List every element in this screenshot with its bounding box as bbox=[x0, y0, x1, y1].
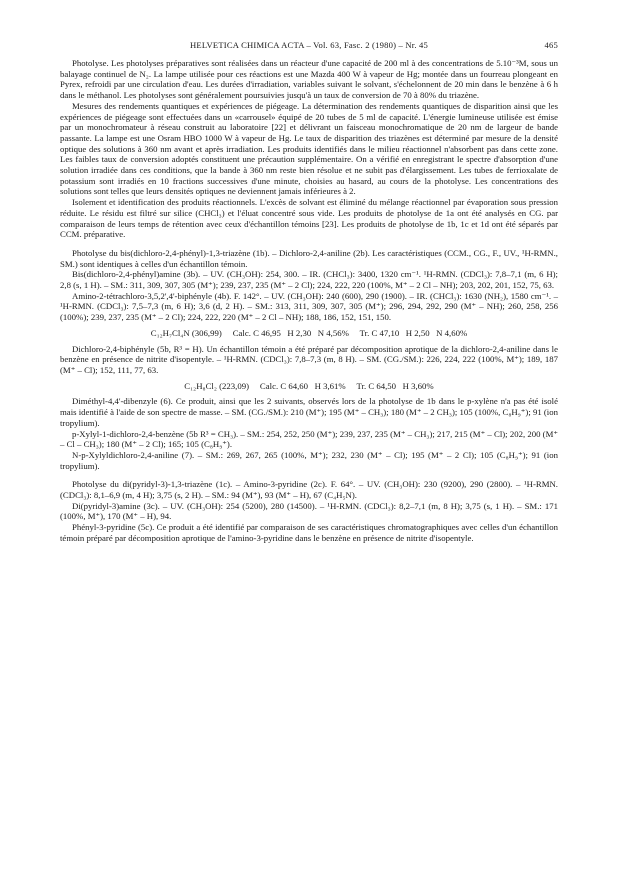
entry-3b: Bis(dichloro-2,4-phényl)amine (3b). – UV. (CH₃OH): 254, 300. – IR. (CHCl₃): 3400, 1320 cm⁻¹. ¹H-RMN. (CDCl₃): 7,8–7,1 (m, 6 H); 2,8 (s, 1 H). – SM.: 311, 309, 307, 305 (M⁺); 239, 237, 235 (M⁺ – 2 Cl); 224, 222, 220 (100%, M⁺ – 2 Cl – NH); 203, 202, 201, 152, 75, 63. bbox=[60, 269, 558, 291]
elemental-analysis-5b: C₁₂H₈Cl₂ (223,09) Calc. C 64,60 H 3,61% Tr. C 64,50 H 3,60% bbox=[184, 380, 434, 391]
entry-7: N-p-Xylyldichloro-2,4-aniline (7). – SM.: 269, 267, 265 (100%, M⁺); 232, 230 (M⁺ – Cl); 195 (M⁺ – 2 Cl); 105 (C₈H₉⁺); 91 (ion tropylium). bbox=[60, 449, 558, 471]
paragraph-photolysis: Photolyse. Les photolyses préparatives sont réalisées dans un réacteur d'une capacité de 200 ml à des concentrations de 5.10⁻³M, sous un balayage continuel de N₂. La lampe utilisée pour ces réactions est une Mazda 400 W à vapeur de Hg; montée dans un fourreau plongeant en Pyrex, refroidi par une circulation d'eau. Les durées d'irradiation, variables suivant le solvant, s'échelonnent de 20 min dans le benzène à 6 h dans le méthanol. Les photolyses sont généralement poursuivies jusqu'à un taux de conversion de 70 à 80% du triazène. bbox=[60, 58, 558, 101]
entry-6: Diméthyl-4,4'-dibenzyle (6). Ce produit, ainsi que les 2 suivants, observés lors de la photolyse de 1b dans le p-xylène n'a pas été isolé mais identifié à l'aide de son spectre de masse. – SM. (CG./SM.): 210 (M⁺); 195 (M⁺ – CH₃); 180 (M⁺ – 2 CH₃); 105 (100%, C₈H₉⁺); 91 (ion tropylium). bbox=[60, 396, 558, 428]
running-header bbox=[60, 40, 558, 58]
elemental-analysis-4b: C₁₂H₇Cl₄N (306,99) Calc. C 46,95 H 2,30 N 4,56% Tr. C 47,10 H 2,50 N 4,60% bbox=[150, 327, 468, 338]
entry-5c: Phényl-3-pyridine (5c). Ce produit a été identifié par comparaison de ses caractéristiques chromatographiques avec celles d'un échantillon témoin préparé par décomposition aprotique de l'amino-3-pyridine dans le benzène en présence de nitrite d'isopentyle. bbox=[60, 522, 558, 543]
entry-5b: Dichloro-2,4-biphényle (5b, R³ = H). Un échantillon témoin a été préparé par décomposition aprotique de la dichloro-2,4-aniline dans le benzène en présence de nitrite d'isopentyle. – ¹H-RMN. (CDCl₃): 7,8–7,3 (m, 8 H). – SM. (CG./SM.): 226, 224, 222 (100%, M⁺); 189, 187 (M⁺ – Cl); 152, 111, 77, 63. bbox=[60, 343, 558, 375]
entry-4b: Amino-2-tétrachloro-3,5,2',4'-biphényle (4b). F. 142°. – UV. (CH₃OH): 240 (600), 290 (1900). – IR. (CHCl₃): 1630 (NH₂), 1580 cm⁻¹. – ¹H-RMN. (CDCl₃): 7,5–7,3 (m, 6 H); 3,6 (d, 2 H). – SM.: 313, 311, 309, 307, 305 (M⁺); 296, 294, 292, 290 (M⁺ – NH); 260, 258, 256 (100%); 239, 237, 235 (M⁺ – 2 Cl); 224, 222, 220 (M⁺ – 2 Cl – NH); 188, 186, 152, 151, 150. bbox=[60, 290, 558, 323]
page-number: 465 bbox=[544, 40, 558, 50]
section-photolysis-1b: Photolyse du bis(dichloro-2,4-phényl)-1,3-triazène (1b). – Dichloro-2,4-aniline (2b). Les caractéristiques (CCM., CG., F., UV., ¹H-RMN., SM.) sont identiques à celles d'un échantillon témoin. bbox=[60, 247, 558, 269]
entry-5b-methyl: p-Xylyl-1-dichloro-2,4-benzène (5b R³ = CH₃). – SM.: 254, 252, 250 (M⁺); 239, 237, 235 (M⁺ – CH₃); 217, 215 (M⁺ – Cl); 202, 200 (M⁺ – Cl – CH₃); 180 (M⁺ – 2 Cl); 165; 105 (C₈H₉⁺). bbox=[60, 428, 558, 450]
journal-title: HELVETICA CHIMICA ACTA – Vol. 63, Fasc. 2 (1980) – Nr. 45 bbox=[189, 40, 429, 50]
entry-3c: Di(pyridyl-3)amine (3c). – UV. (CH₃OH): 254 (5200), 280 (14500). – ¹H-RMN. (CDCl₃): 8,2–7,1 (m, 8 H); 3,75 (s, 1 H). – SM.: 171 (100%, M⁺), 170 (M⁺ – H), 94. bbox=[60, 500, 558, 522]
paragraph-isolation: Isolement et identification des produits réactionnels. L'excès de solvant est éliminé du mélange réactionnel par évaporation sous pression réduite. Le résidu est filtré sur silice (CHCl₃) et l'éluat concentré sous vide. Les produits de photolyse de 1a ont été analysés en CG. par comparaison de leurs temps de rétention avec ceux d'échantillon témoins [23]. Les produits de photolyse de 1b, 1c et 1d ont été séparés par CCM. préparative. bbox=[60, 197, 558, 240]
section-photolysis-1c: Photolyse du di(pyridyl-3)-1,3-triazène (1c). – Amino-3-pyridine (2c). F. 64°. – UV. (CH₃OH): 230 (9200), 290 (2800). – ¹H-RMN. (CDCl₃): 8,1–6,9 (m, 4 H); 3,75 (s, 2 H). – SM.: 94 (M⁺), 93 (M⁺ – H), 67 (C₄H₅N). bbox=[60, 479, 558, 501]
paragraph-quantum-yields: Mesures des rendements quantiques et expériences de piégeage. La détermination des rendements quantiques de disparition ainsi que les expériences de piégeage sont effectuées dans un «carrousel» équipé de 20 tubes de 5 ml de capacité. L'énergie lumineuse utilisée est émise par un monochromateur à réseau construit au laboratoire [22] et délivrant un faisceau monochromatique de 20 nm de largeur de bande passante. La lampe est une Osram HBO 1000 W à vapeur de Hg. Le taux de disparition des triazènes est déterminé par mesure de la densité optique des solutions à 360 nm avant et après irradiation. Les produits identifiés dans le milieu réactionnel n'absorbent pas dans cette zone. Les faibles taux de conversion adoptés constituent une précaution supplémentaire. On a vérifié en enregistrant le spectre d'absorption d'une solution irradiée dans ces conditions, que la bande à 360 nm reste bien résolue et ne subit pas d'élargissement. Les tubes de ferrioxalate de potassium sont irradiés en 10 fractions successives d'une minute, choisies au hasard, au cours de la photolyse. Les concentrations des solutions sont telles que leurs densités optiques ne deviennent jamais inférieures à 2. bbox=[60, 100, 558, 197]
journal-page bbox=[60, 40, 558, 544]
